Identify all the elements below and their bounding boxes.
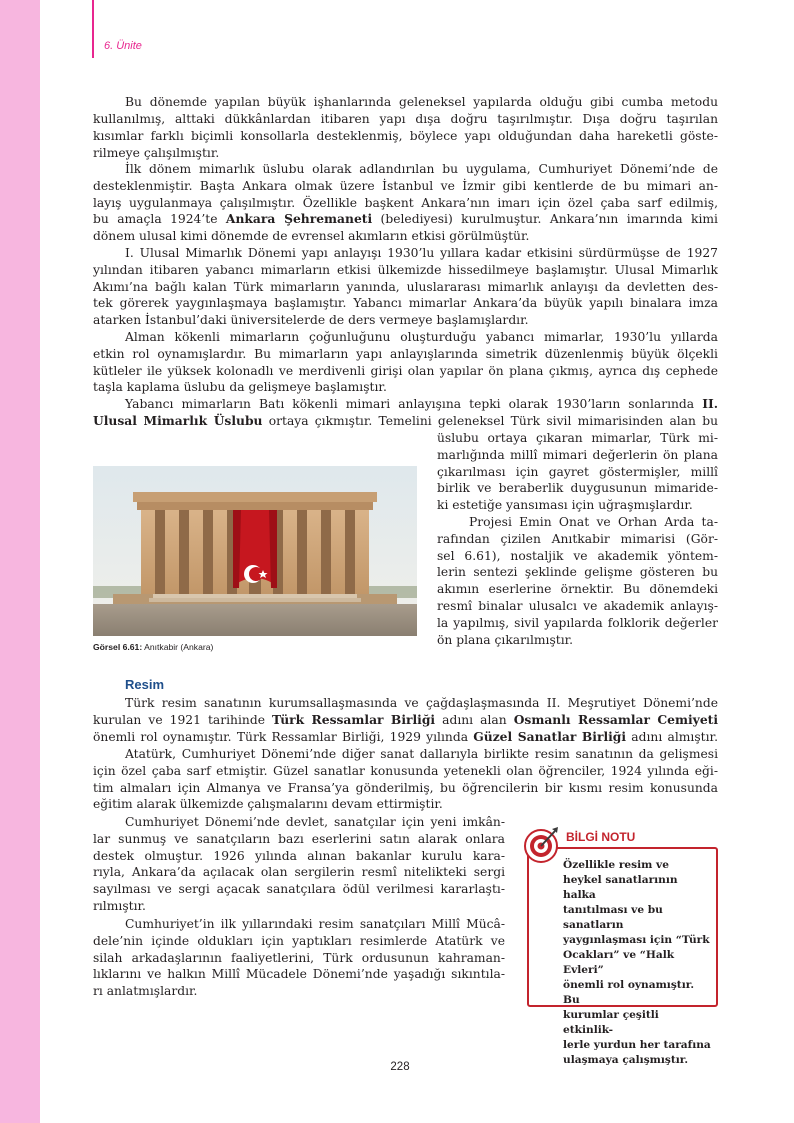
- unit-divider: [92, 0, 94, 58]
- text-line: kütleler ile yüksek kolonadlı ve merdivenli girişi olan yapılar ön plana çıkmış, ayrıca dış cephede: [93, 363, 718, 378]
- bold-term: Ankara Şehremaneti: [225, 211, 373, 227]
- text-line: sayılması ve sergi açacak sanatçılara ödül verilmesi kararlaştı-: [93, 882, 505, 897]
- paragraph-early-painters: [93, 916, 505, 1000]
- text-line: desteklenmiştir. Başta Ankara olmak üzere İstanbul ve İzmir gibi kentlerde de bu mimari an-: [93, 178, 718, 193]
- text-line: taşla kaplama üslubu da gelişmeye başlamıştır.: [93, 380, 387, 395]
- text-line: [93, 729, 718, 746]
- text-line: Projesi Emin Onat ve Orhan Arda ta-: [469, 515, 718, 529]
- text-line: [93, 211, 718, 228]
- text-line: [93, 413, 718, 430]
- text-line: silah arkadaşlarının faaliyetlerini, Türk ordusunun kahraman-: [93, 950, 505, 965]
- text-line: [93, 396, 718, 413]
- text-line: rilmeye çalışılmıştır.: [93, 145, 220, 160]
- text-line: lerle yurdun her tarafına: [563, 1039, 711, 1051]
- anitkabir-photo: [93, 466, 417, 636]
- text-line: birlik ve beraberlik duygusunun mimaride-: [437, 481, 718, 496]
- bold-term: II.: [702, 396, 718, 411]
- text-run: bu amaçla 1924’te: [93, 212, 226, 227]
- text-line: Alman kökenli mimarların çoğunluğunu oluşturduğu yabancı mimarlar, 1930’lu yıllarda: [125, 330, 718, 344]
- text-line: heykel sanatlarının halka: [563, 874, 678, 901]
- text-line: [93, 712, 718, 729]
- text-line: kurumlar çeşitli etkinlik-: [563, 1009, 659, 1036]
- text-line: yılından itibaren yabancı mimarların etkisi ülkemizde hissedilmeye başlamıştır. Ulusal Mimarlık: [93, 262, 718, 277]
- text-run: ortaya çıkmıştır. Temelini geleneksel Türk sivil mimarisinden alan bu: [262, 413, 718, 428]
- text-line: la yapılmış, sivil yapılarda folklorik değerler: [437, 615, 718, 630]
- page-number: 228: [390, 1061, 410, 1073]
- text-line: Özellikle resim ve: [563, 859, 669, 871]
- text-line: İlk dönem mimarlık üslubu olarak adlandırılan bu uygulama, Cumhuriyet Dönemi’nde de: [125, 162, 718, 176]
- figure-label: Görsel 6.61:: [93, 642, 143, 652]
- info-note-title: BİLGİ NOTU: [566, 830, 636, 844]
- page-side-band: [0, 0, 40, 1123]
- figure-caption: [93, 642, 213, 652]
- bold-term: Türk Ressamlar Birliği: [272, 711, 436, 727]
- text-line: marlığında millî mimari değerlerin ön plana: [437, 447, 718, 462]
- text-run: adını almıştır.: [626, 729, 718, 744]
- text-line: akımın eserlerine örnektir. Bu dönemdeki: [437, 582, 718, 597]
- text-line: resmî binalar ulusalcı ve akademik anlayış-: [437, 598, 718, 613]
- paragraph-first-national: [93, 245, 718, 329]
- paragraph-ataturk-art: [93, 746, 718, 813]
- text-run: adını alan: [435, 712, 514, 727]
- unit-label: 6. Ünite: [104, 40, 142, 52]
- text-line: rı anlatmışlardır.: [93, 984, 198, 999]
- paragraph-painters-union: [93, 695, 718, 745]
- text-line: Akımı’na bağlı kalan Türk mimarların yanında, uluslararası mimarlık anlayışı da devletten des-: [93, 279, 718, 294]
- text-run: (belediyesi) kurulmuştur. Ankara’nın imarında kimi: [372, 212, 718, 227]
- text-line: sel 6.61), nostaljik ve akademik yöntem-: [437, 548, 718, 563]
- text-run: kurulan ve 1921 tarihinde: [93, 712, 272, 727]
- text-line: önemli rol oynamıştır. Bu: [563, 979, 695, 1006]
- text-line: Türk resim sanatının kurumsallaşmasında ve çağdaşlaşmasında II. Meşrutiyet Dönemi’nde: [125, 696, 718, 710]
- text-line: lıklarını ve halkın Millî Mücadele Dönemi’nde yaşadığı sıkıntıla-: [93, 967, 505, 982]
- paragraph-anitkabir: [437, 514, 718, 648]
- figure-caption-text: Anıtkabir (Ankara): [142, 642, 214, 652]
- text-line: eğitim alarak ülkemizde çalışmalarını devam ettirmiştir.: [93, 797, 443, 812]
- paragraph-state-support: [93, 814, 505, 915]
- paragraph-cumba-cont: [93, 111, 718, 161]
- text-line: I. Ulusal Mimarlık Dönemi yapı anlayışı 1930’lu yıllara kadar etkisini sürdürmüşse de 1927: [125, 246, 718, 260]
- text-line: Atatürk, Cumhuriyet Dönemi’nde diğer sanat dallarıyla birlikte resim sanatının da gelişmesi: [125, 747, 718, 761]
- bold-term: Ulusal Mimarlık Üslubu: [93, 412, 263, 428]
- section-title: Resim: [125, 677, 165, 692]
- text-line: destek olmuştur. 1926 yılında alınan bakanlar kurulu kara-: [93, 848, 505, 863]
- paragraph-second-national: [93, 396, 718, 430]
- text-line: kullanılmış, alttaki dükkânlardan itibaren yapı dışa doğru taşırılmıştır. Dışa doğru taşırılan: [93, 112, 718, 126]
- paragraph-cumba: [93, 94, 718, 111]
- text-line: kısımlar farklı biçimli konsollarla desteklenmiş, böylece yapı olduğundan daha hareketli göste-: [93, 128, 718, 143]
- text-line: tek görerek yaygınlaşmaya başlamıştır. Yabancı mimarlar Ankara’da büyük yapılı binalara imza: [93, 296, 718, 311]
- info-note-text: [563, 858, 711, 1068]
- target-icon: [521, 825, 561, 865]
- text-line: rafından çizilen Anıtkabir mimarisi (Gör-: [437, 531, 718, 546]
- text-line: dönem ulusal kimi dönemde de evrensel akımların etkisi görülmüştür.: [93, 229, 530, 244]
- text-line: lerin sentezi şeklinde gelişme gösteren bu: [437, 565, 718, 580]
- text-run: Yabancı mimarların Batı kökenli mimari anlayışına tepki olarak 1930’ların sonlarında: [125, 397, 703, 411]
- text-run: önemli rol oynamıştır. Türk Ressamlar Birliği, 1929 yılında: [93, 729, 474, 744]
- text-line: çıkarılması için gayret göstermişler, millî: [437, 464, 718, 479]
- text-line: rıyla, Ankara’da açılacak olan sergilerin resmî nitelikteki sergi: [93, 865, 505, 880]
- text-line: üslubu ortaya çıkaran mimarlar, Türk mi-: [437, 431, 718, 445]
- text-line: için özel çaba sarf etmiştir. Güzel sanatlar konusunda yetenekli olan öğrenciler, 1924 yılında eği-: [93, 763, 718, 778]
- text-line: rılmıştır.: [93, 898, 146, 913]
- text-line: Cumhuriyet’in ilk yıllarındaki resim sanatçıları Millî Mücâ-: [125, 917, 505, 931]
- paragraph-german-architects: [93, 329, 718, 396]
- text-line: lar sunmuş ve sanatçıların bazı eserlerini satın alarak onlara: [93, 831, 505, 846]
- text-line: dele’nin içinde oldukları için yaptıkları resimlerde Atatürk ve: [93, 933, 505, 948]
- text-line: ki estetiğe yansıması için uğraşmışlardır.: [437, 498, 693, 513]
- paragraph-early-period: [93, 161, 718, 245]
- text-line: tanıtılması ve bu sanatların: [563, 904, 663, 931]
- text-line: yaygınlaşması için “Türk: [563, 934, 710, 946]
- text-line: ön plana çıkarılmıştır.: [437, 632, 574, 647]
- text-line: Ocakları” ve “Halk Evleri”: [563, 949, 675, 976]
- text-line: Bu dönemde yapılan büyük işhanlarında geleneksel yapılarda olduğu gibi cumba metodu: [125, 95, 718, 109]
- text-line: Cumhuriyet Dönemi’nde devlet, sanatçılar için yeni imkân-: [125, 815, 505, 829]
- text-line: tim almaları için Almanya ve Fransa’ya gönderilmiş, bu öğrencilerin bir kısmı resim konusunda: [93, 780, 718, 795]
- bold-term: Güzel Sanatlar Birliği: [473, 728, 627, 744]
- text-line: layış uygulanmaya çalışılmıştır. Özellikle başkent Ankara’nın imarı için özel çaba sarf edilmiş,: [93, 195, 718, 210]
- paragraph-second-national-cont: [437, 430, 718, 514]
- anitkabir-illustration: [93, 466, 417, 636]
- text-line: etkin rol oynamışlardır. Bu mimarların yapı anlayışlarında simetrik düzenlenmiş büyük ölçekli: [93, 346, 718, 361]
- bold-term: Osmanlı Ressamlar Cemiyeti: [513, 711, 718, 727]
- text-line: ulaşmaya çalışmıştır.: [563, 1054, 689, 1066]
- text-line: atarken İstanbul’daki üniversitelerde de ders vermeye başlamışlardır.: [93, 313, 529, 328]
